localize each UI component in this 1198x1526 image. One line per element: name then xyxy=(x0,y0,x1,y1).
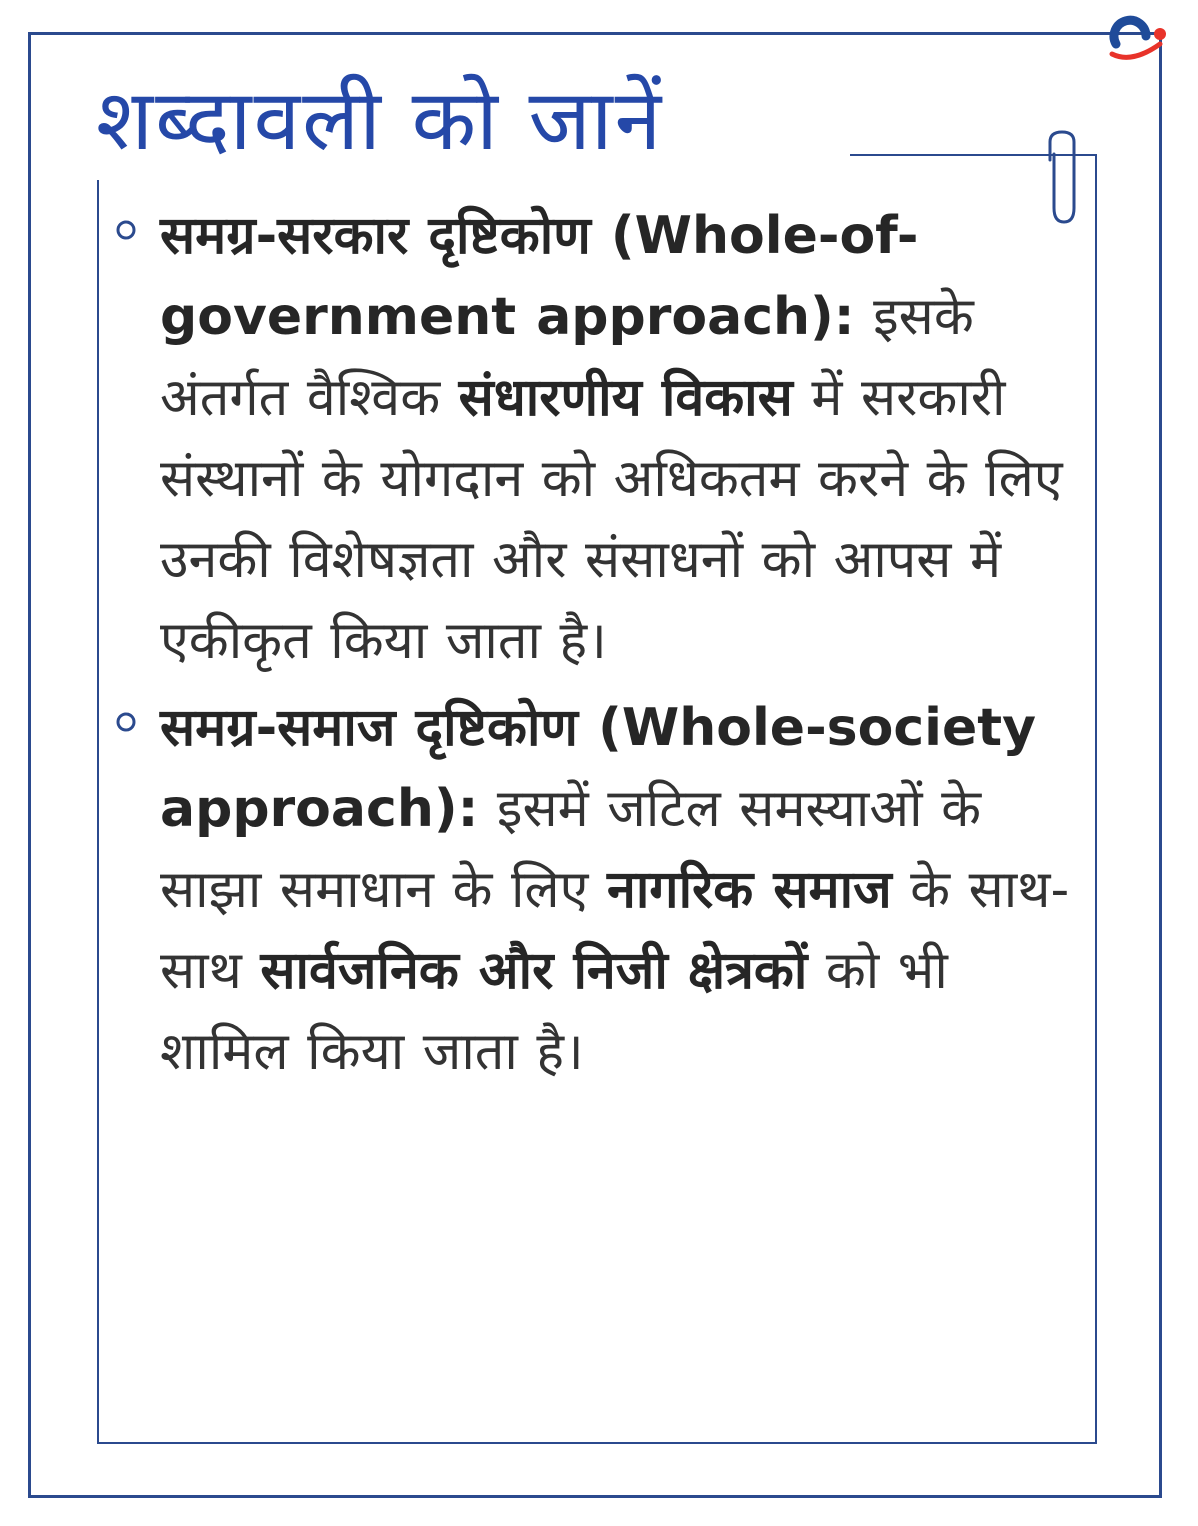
definition-text: के साथ-साथ xyxy=(160,860,1070,1001)
glossary-paragraph xyxy=(160,688,1082,1093)
page-title: शब्दावली को जानें xyxy=(96,71,664,169)
circle-bullet-icon xyxy=(114,710,138,734)
brand-logo-icon xyxy=(1102,14,1172,74)
definition-text: इसमें जटिल समस्याओं के साझा समाधान के लिए xyxy=(160,779,982,920)
emphasis-text: सार्वजनिक और निजी क्षेत्रकों xyxy=(260,941,808,1001)
emphasis-text: संधारणीय विकास xyxy=(458,368,793,428)
glossary-content xyxy=(112,196,1082,1093)
definition-text: में सरकारी संस्थानों के योगदान को अधिकतम करने के लिए उनकी विशेषज्ञता और संसाधनों को आपस में एकीकृत किया जाता है। xyxy=(160,368,1063,671)
circle-bullet-icon xyxy=(114,218,138,242)
term-heading: समग्र-समाज दृष्टिकोण (Whole-society approach): xyxy=(160,698,1037,839)
term-heading: समग्र-सरकार दृष्टिकोण (Whole-of-government approach): xyxy=(160,206,919,347)
glossary-paragraph xyxy=(160,196,1082,682)
definition-text: इसके अंतर्गत वैश्विक xyxy=(160,287,974,428)
glossary-item xyxy=(112,688,1082,1093)
definition-text: को भी शामिल किया जाता है। xyxy=(160,941,948,1082)
glossary-item xyxy=(112,196,1082,682)
emphasis-text: नागरिक समाज xyxy=(606,860,892,920)
